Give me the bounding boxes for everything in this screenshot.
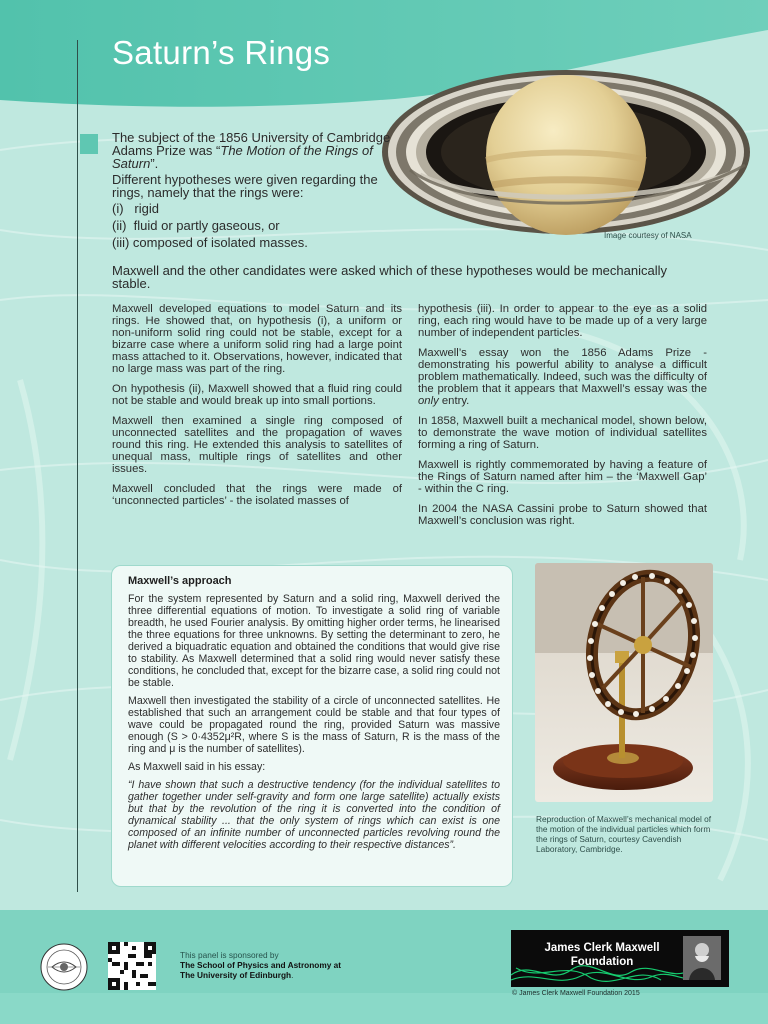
footer-band <box>0 993 768 1024</box>
society-seal-icon <box>40 943 88 991</box>
foundation-name <box>522 941 682 969</box>
intro-paragraph-3: Maxwell and the other candidates were asked which of these hypotheses would be mechanically stable. <box>112 263 667 291</box>
box-heading: Maxwell’s approach <box>128 575 232 587</box>
sponsor-line-1: This panel is sponsored by <box>180 950 279 960</box>
sponsor-line-3: The University of Edinburgh. <box>180 970 294 980</box>
col2-paragraph: Maxwell’s essay won the 1856 Adams Prize - demonstrating his powerful ability to analyse a difficult problem mathematically. Indeed, such was the difficulty of the problem that it appears that Maxwell’s essay was the only entry. <box>418 347 707 407</box>
sponsor-line-2: The School of Physics and Astronomy at <box>180 960 342 970</box>
column-2 <box>418 303 707 535</box>
col1-paragraph: Maxwell then examined a single ring composed of unconnected satellites and the propagation of waves round this ring. He extended this analysis to satellites of unequal mass, multiple rings of satellites and other issues. <box>112 415 402 475</box>
saturn-image <box>382 70 750 235</box>
hypothesis-3: (iii) composed of isolated masses. <box>112 235 308 250</box>
hypothesis-1: (i) rigid <box>112 201 159 216</box>
page-title: Saturn’s Rings <box>112 34 331 71</box>
foundation-name-line-1: James Clerk Maxwell <box>544 942 660 954</box>
col2-paragraph: In 2004 the NASA Cassini probe to Saturn showed that Maxwell’s conclusion was right. <box>418 503 707 527</box>
box-paragraph: Maxwell then investigated the stability of a circle of unconnected satellites. He established that such an arrangement could be stable and that four types of wave could be propagated round the ring, provided Saturn was massive enough (S > 0·4352μ²R, where S is the mass of Saturn, R is the mass of the ring and μ is the number of satellites). <box>128 695 500 755</box>
intro-marker <box>80 134 98 154</box>
col2-paragraph: hypothesis (iii). In order to appear to the eye as a solid ring, each ring would have to be made up of a very large number of independent particles. <box>418 303 707 339</box>
maxwells-approach-content <box>128 575 500 857</box>
column-1 <box>112 303 402 515</box>
intro-text <box>112 131 402 253</box>
col2-paragraph: Maxwell is rightly commemorated by having a feature of the Rings of Saturn named after him – the ‘Maxwell Gap’ - within the C ring. <box>418 459 707 495</box>
foundation-name-line-2: Foundation <box>570 956 634 968</box>
mechanical-model-photo <box>535 563 713 802</box>
col2-paragraph: In 1858, Maxwell built a mechanical model, shown below, to demonstrate the wave motion of individual satellites forming a ring of Saturn. <box>418 415 707 451</box>
box-paragraph: For the system represented by Saturn and a solid ring, Maxwell derived the three differential equations of motion. To investigate a solid ring of variable breadth, he used Fourier analysis. By omitting higher order terms, he linearised the three equations for three unknowns. By setting the determinant to zero, he derived a biquadratic equation and obtained the conditions that would give rise to stability. As Maxwell determined that a solid ring would never satisfy these conditions, he concluded that, except for the bizarre case, a solid ring could not be stable. <box>128 593 500 689</box>
hypothesis-2: (ii) fluid or partly gaseous, or <box>112 218 280 233</box>
col1-paragraph: Maxwell concluded that the rings were made of ‘unconnected particles’ - the isolated masses of <box>112 483 402 507</box>
maxwell-quote: “I have shown that such a destructive tendency (for the individual satellites to gather together under self-gravity and form one large satellite) actually exists but that by the revolution of the ring it is converted into the condition of dynamical stability ... that the only system of rings which can exist is one composed of an infinite number of unconnected particles revolving round the planet with different velocities according to their respective distances”. <box>128 779 500 851</box>
col1-paragraph: On hypothesis (ii), Maxwell showed that a fluid ring could not be stable and would break up into small portions. <box>112 383 402 407</box>
image-credit: Image courtesy of NASA <box>604 231 692 240</box>
copyright-notice: © James Clerk Maxwell Foundation 2015 <box>512 990 640 997</box>
sponsor-text <box>180 950 430 980</box>
photo-caption: Reproduction of Maxwell’s mechanical model of the motion of the individual particles which form the rings of Saturn, courtesy Cavendish Laboratory, Cambridge. <box>536 814 712 854</box>
col1-paragraph: Maxwell developed equations to model Saturn and its rings. He showed that, on hypothesis (i), a uniform or non-uniform solid ring could not be stable, except for a bizarre case where a uniform solid ring had a large point mass attached to it. Observations, however, indicated that no large mass was part of the ring. <box>112 303 402 375</box>
left-rule <box>77 40 78 892</box>
box-paragraph: As Maxwell said in his essay: <box>128 761 266 773</box>
qr-code-icon <box>108 942 156 990</box>
intro-paragraph-2: Different hypotheses were given regarding the rings, namely that the rings were: <box>112 172 378 200</box>
intro-paragraph-1: The subject of the 1856 University of Cambridge Adams Prize was “The Motion of the Rings of Saturn”. <box>112 130 391 171</box>
